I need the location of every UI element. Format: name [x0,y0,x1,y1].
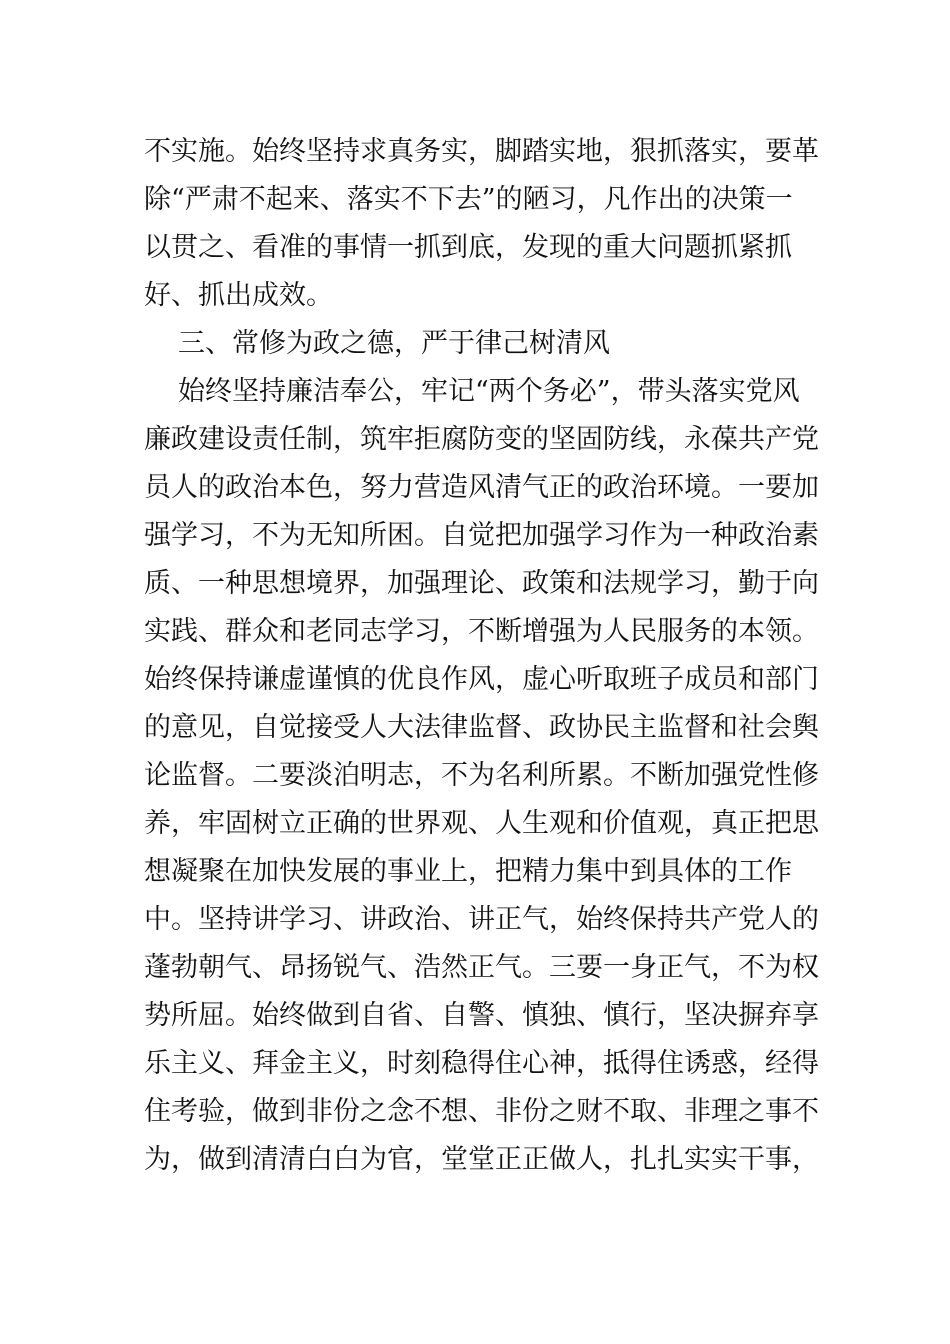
text-line: 质、一种思想境界，加强理论、政策和法规学习，勤于向 [144,568,819,599]
text-line: 廉政建设责任制，筑牢拒腐防变的坚固防线，永葆共产党 [144,424,819,455]
text-line: 蓬勃朝气、昂扬锐气、浩然正气。三要一身正气，不为权 [144,952,819,983]
paragraph-first-line: 始终坚持廉洁奉公，牢记“两个务必”，带头落实党风 [178,376,800,407]
text-line: 为，做到清清白白为官，堂堂正正做人，扎扎实实干事， [144,1144,819,1175]
text-line: 乐主义、拜金主义，时刻稳得住心神，抵得住诱惑，经得 [144,1048,819,1079]
text-line: 实践、群众和老同志学习，不断增强为人民服务的本领。 [144,616,819,647]
text-line: 住考验，做到非份之念不想、非份之财不取、非理之事不 [144,1096,819,1127]
text-line: 势所屈。始终做到自省、自警、慎独、慎行，坚决摒弃享 [144,1000,819,1031]
text-line: 的意见，自觉接受人大法律监督、政协民主监督和社会舆 [144,712,819,743]
text-line: 中。坚持讲学习、讲政治、讲正气，始终保持共产党人的 [144,904,819,935]
text-line: 不实施。始终坚持求真务实，脚踏实地，狠抓落实，要革 [144,136,819,167]
text-line: 养，牢固树立正确的世界观、人生观和价值观，真正把思 [144,808,819,839]
text-line: 除“严肃不起来、落实不下去”的陋习，凡作出的决策一 [144,184,793,215]
text-line: 好、抓出成效。 [144,280,333,311]
text-line: 员人的政治本色，努力营造风清气正的政治环境。一要加 [144,472,819,503]
section-heading: 三、常修为政之德，严于律己树清风 [178,328,610,359]
text-line: 论监督。二要淡泊明志，不为名利所累。不断加强党性修 [144,760,819,791]
text-line: 始终保持谦虚谨慎的优良作风，虚心听取班子成员和部门 [144,664,819,695]
text-line: 强学习，不为无知所困。自觉把加强学习作为一种政治素 [144,520,819,551]
body-text [144,128,819,1184]
text-line: 以贯之、看准的事情一抓到底，发现的重大问题抓紧抓 [144,232,792,263]
text-line: 想凝聚在加快发展的事业上，把精力集中到具体的工作 [144,856,792,887]
